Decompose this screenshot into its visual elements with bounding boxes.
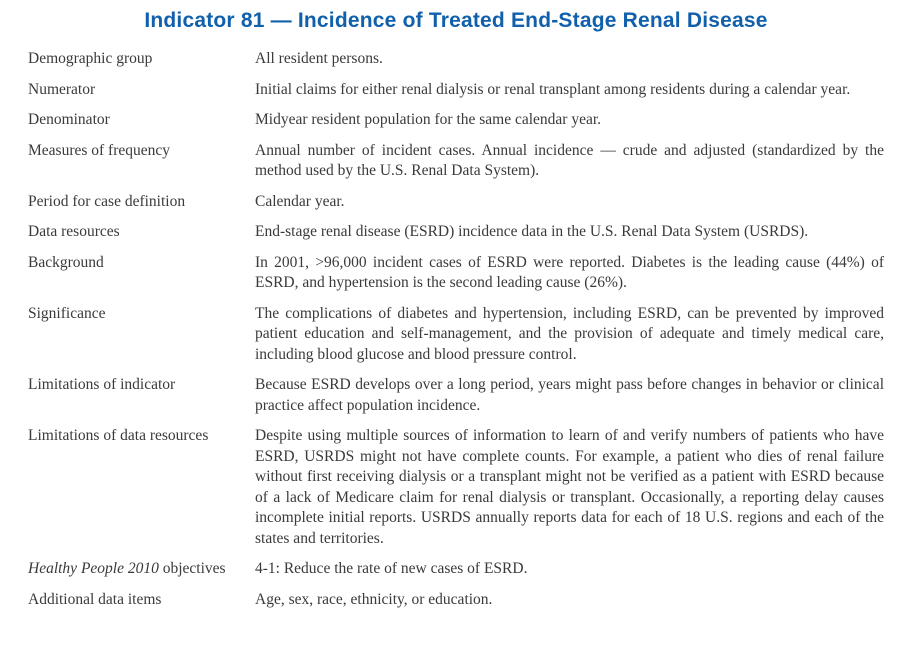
table-row <box>28 222 884 243</box>
row-label: Measures of frequency <box>28 141 171 159</box>
table-row <box>28 49 884 70</box>
row-value: Because ESRD develops over a long period, years might pass before changes in behavior or clinical practice affect population incidence. <box>255 376 884 414</box>
table-row <box>28 375 884 416</box>
table-row <box>28 192 884 213</box>
row-value: Midyear resident population for the same calendar year. <box>255 111 602 128</box>
row-label-italic: Healthy People 2010 <box>28 560 159 577</box>
row-label: Numerator <box>28 80 96 98</box>
row-value: All resident persons. <box>255 50 383 67</box>
row-label: Limitations of indicator <box>28 376 176 393</box>
row-value: The complications of diabetes and hypertension, including ESRD, can be prevented by improved patient education and self-management, and the provision of adequate and timely medical care, including blood glucose and blood pressure control. <box>255 304 884 363</box>
row-label: Significance <box>28 304 106 322</box>
table-row <box>28 426 884 549</box>
row-label: Denominator <box>28 111 110 128</box>
table-row <box>28 141 884 182</box>
row-label-rest: objectives <box>162 560 226 577</box>
table-row <box>28 559 884 580</box>
row-label: Limitations of data resources <box>28 427 209 444</box>
row-label: Data resources <box>28 223 120 240</box>
table-row <box>28 590 884 611</box>
row-value: Age, sex, race, ethnicity, or education. <box>255 590 493 608</box>
page-title: Indicator 81 — Incidence of Treated End-Stage Renal Disease <box>144 9 768 32</box>
indicator-definition-table <box>28 49 884 610</box>
row-value: Calendar year. <box>255 192 345 210</box>
row-label: Period for case definition <box>28 192 186 210</box>
row-label: Demographic group <box>28 50 153 67</box>
row-value: Annual number of incident cases. Annual incidence — crude and adjusted (standardized by the method used by the U.S. Renal Data System). <box>255 141 884 179</box>
row-value: In 2001, >96,000 incident cases of ESRD were reported. Diabetes is the leading cause (44%) of ESRD, and hypertension is the second leading cause (26%). <box>255 253 884 291</box>
row-label <box>28 559 255 580</box>
table-row <box>28 110 884 131</box>
table-row <box>28 253 884 294</box>
row-value: Despite using multiple sources of information to learn of and verify numbers of patients who have ESRD, USRDS might not have complete counts. For example, a patient who dies of renal failure without first receiving dialysis or a transplant might not be verified as a patient with ESRD because of a lack of Medicare claim for renal dialysis or transplant. Occasionally, a reporting delay causes incomplete initial reports. USRDS annually reports data for each of 18 U.S. regions and each of the states and territories. <box>255 427 884 547</box>
row-value: 4-1: Reduce the rate of new cases of ESRD. <box>255 560 528 577</box>
row-value: Initial claims for either renal dialysis or renal transplant among residents during a calendar year. <box>255 80 851 98</box>
row-label: Background <box>28 253 104 271</box>
row-label: Additional data items <box>28 590 162 608</box>
table-row <box>28 304 884 366</box>
table-row <box>28 80 884 101</box>
row-value: End-stage renal disease (ESRD) incidence data in the U.S. Renal Data System (USRDS). <box>255 223 809 240</box>
